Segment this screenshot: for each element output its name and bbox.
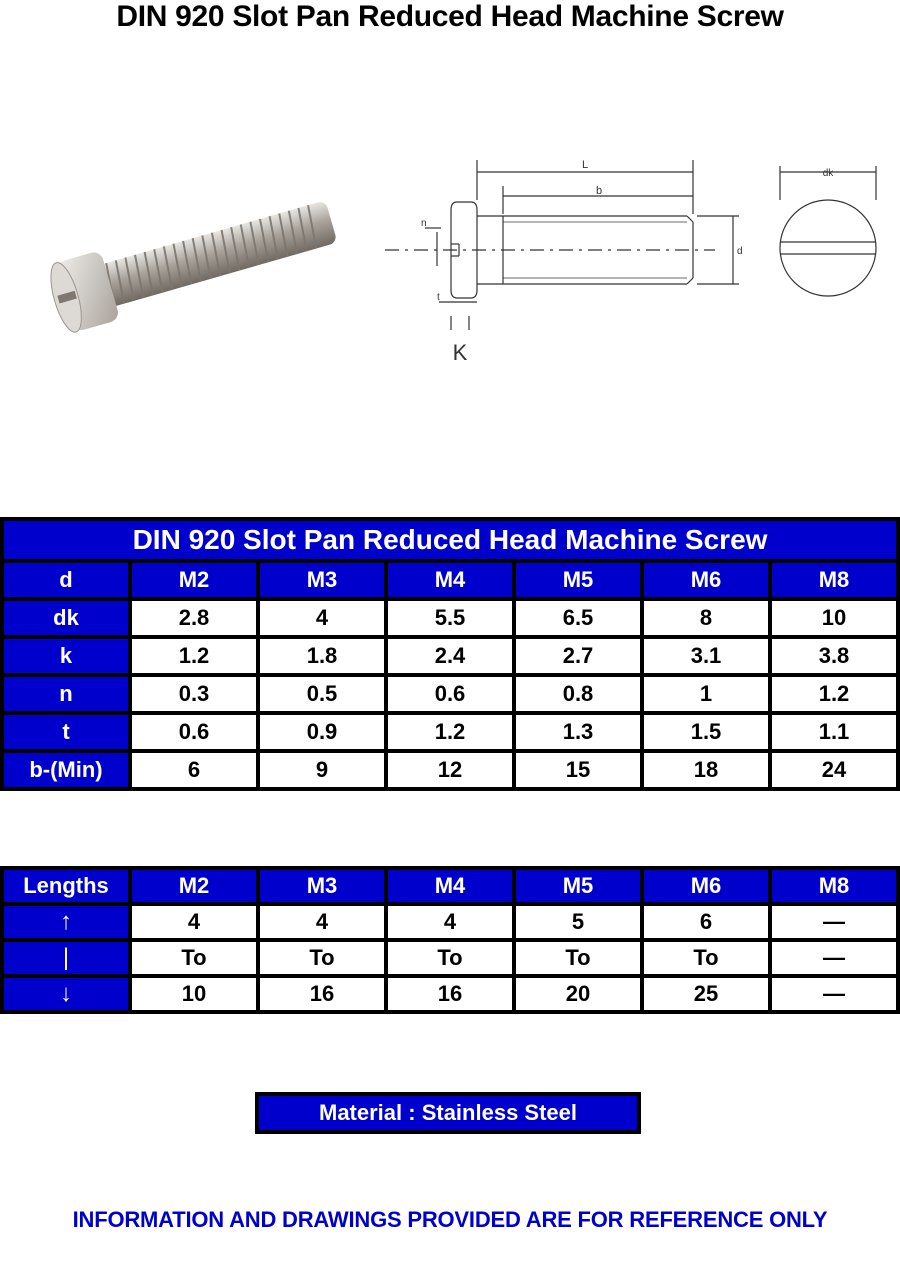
header-cell: M3	[260, 870, 384, 902]
table-cell: 18	[644, 753, 768, 787]
header-cell: M2	[132, 563, 256, 597]
header-cell: M8	[772, 870, 896, 902]
table-cell: —	[772, 906, 896, 938]
material-badge: Material : Stainless Steel	[255, 1092, 641, 1134]
table-row	[4, 677, 896, 711]
screw-photo	[40, 190, 345, 340]
lengths-table	[0, 866, 900, 1014]
table-cell: 1.5	[644, 715, 768, 749]
row-label: b-(Min)	[4, 753, 128, 787]
table-header-row	[4, 870, 896, 902]
side-view-drawing	[385, 150, 745, 370]
table-cell: 3.1	[644, 639, 768, 673]
table-cell: To	[260, 942, 384, 974]
table-row	[4, 978, 896, 1010]
table-cell: 5.5	[388, 601, 512, 635]
table-cell: 1.2	[132, 639, 256, 673]
dim-label-t: t	[437, 292, 440, 303]
table-cell: 6.5	[516, 601, 640, 635]
row-label: t	[4, 715, 128, 749]
table-cell: 0.5	[260, 677, 384, 711]
table-row	[4, 753, 896, 787]
end-view-drawing	[772, 160, 882, 310]
dimensions-table-caption: DIN 920 Slot Pan Reduced Head Machine Screw	[4, 521, 896, 559]
header-cell: Lengths	[4, 870, 128, 902]
table-cell: 5	[516, 906, 640, 938]
header-cell: d	[4, 563, 128, 597]
range-bar-icon: |	[4, 942, 128, 974]
table-cell: —	[772, 978, 896, 1010]
row-label: dk	[4, 601, 128, 635]
table-cell: 6	[644, 906, 768, 938]
table-cell: 2.7	[516, 639, 640, 673]
table-cell: 4	[260, 906, 384, 938]
header-cell: M8	[772, 563, 896, 597]
table-row	[4, 601, 896, 635]
table-cell: To	[516, 942, 640, 974]
table-cell: 2.8	[132, 601, 256, 635]
dim-label-b: b	[595, 185, 603, 197]
table-row	[4, 715, 896, 749]
header-cell: M6	[644, 870, 768, 902]
row-label: k	[4, 639, 128, 673]
table-cell: 0.9	[260, 715, 384, 749]
table-cell: 4	[132, 906, 256, 938]
table-cell: 9	[260, 753, 384, 787]
table-cell: 2.4	[388, 639, 512, 673]
disclaimer-text: INFORMATION AND DRAWINGS PROVIDED ARE FOR REFERENCE ONLY	[72, 1207, 828, 1232]
table-header-row	[4, 563, 896, 597]
dim-label-K: K	[452, 340, 468, 365]
table-cell: 25	[644, 978, 768, 1010]
table-cell: 16	[260, 978, 384, 1010]
table-cell: 1.2	[388, 715, 512, 749]
table-cell: To	[388, 942, 512, 974]
dim-label-n: n	[421, 218, 427, 229]
table-cell: 0.3	[132, 677, 256, 711]
table-cell: 0.6	[132, 715, 256, 749]
table-cell: 1.8	[260, 639, 384, 673]
table-cell: 1.2	[772, 677, 896, 711]
dim-label-d: d	[737, 246, 743, 257]
table-cell: To	[644, 942, 768, 974]
table-cell: 1.3	[516, 715, 640, 749]
table-cell: 0.8	[516, 677, 640, 711]
table-cell: 10	[132, 978, 256, 1010]
table-cell: 4	[388, 906, 512, 938]
table-cell: 12	[388, 753, 512, 787]
table-row	[4, 639, 896, 673]
table-cell: 1	[644, 677, 768, 711]
table-cell: 0.6	[388, 677, 512, 711]
table-cell: 1.1	[772, 715, 896, 749]
table-row	[4, 942, 896, 974]
table-row	[4, 906, 896, 938]
header-cell: M3	[260, 563, 384, 597]
table-cell: 6	[132, 753, 256, 787]
row-label: n	[4, 677, 128, 711]
header-cell: M4	[388, 870, 512, 902]
arrow-down-icon: ↓	[4, 978, 128, 1010]
table-cell: 15	[516, 753, 640, 787]
dim-label-dk: dk	[822, 168, 834, 179]
table-cell: 4	[260, 601, 384, 635]
table-cell: —	[772, 942, 896, 974]
header-cell: M4	[388, 563, 512, 597]
header-cell: M5	[516, 563, 640, 597]
table-cell: 3.8	[772, 639, 896, 673]
table-cell: To	[132, 942, 256, 974]
dim-label-L: L	[581, 159, 589, 171]
table-cell: 16	[388, 978, 512, 1010]
header-cell: M5	[516, 870, 640, 902]
header-cell: M6	[644, 563, 768, 597]
header-cell: M2	[132, 870, 256, 902]
table-cell: 10	[772, 601, 896, 635]
page-title: DIN 920 Slot Pan Reduced Head Machine Screw	[116, 0, 784, 33]
table-cell: 8	[644, 601, 768, 635]
arrow-up-icon: ↑	[4, 906, 128, 938]
table-cell: 24	[772, 753, 896, 787]
table-cell: 20	[516, 978, 640, 1010]
dimensions-table	[0, 517, 900, 791]
